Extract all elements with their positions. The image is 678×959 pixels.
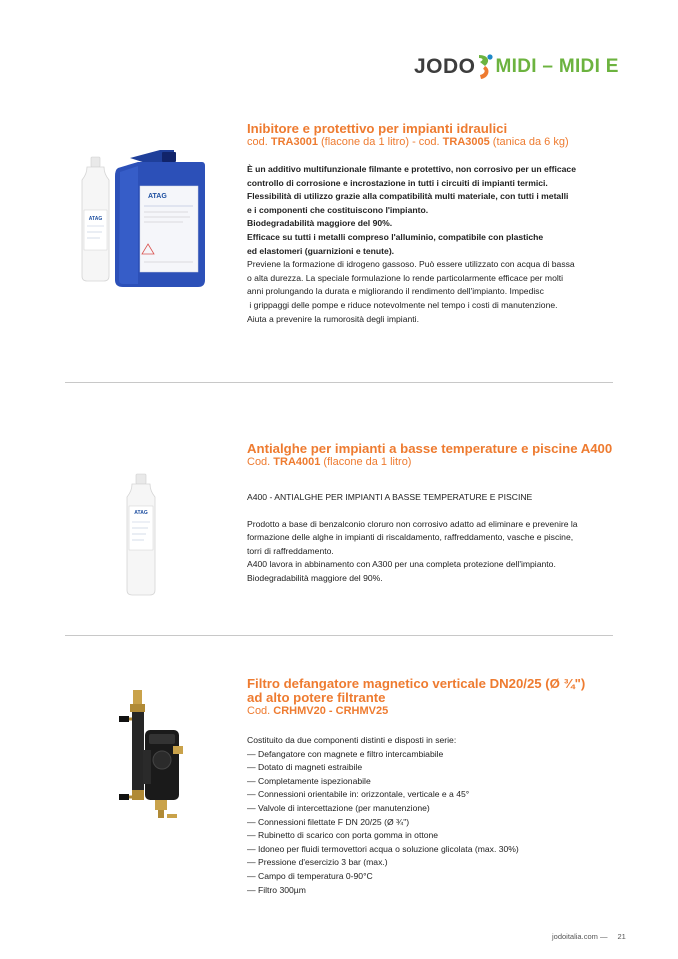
product-title-line-2: ad alto potere filtrante (247, 690, 386, 705)
code-prefix: cod. (247, 136, 271, 148)
product-subtitle: A400 - ANTIALGHE PER IMPIANTI A BASSE TEMPERATURE E PISCINE (247, 492, 533, 502)
product-title: Filtro defangatore magnetico verticale DN20/25 (Ø ¾") (247, 676, 586, 691)
list-item: — Valvole di intercettazione (per manutenzione) (247, 802, 430, 813)
footer-site: jodoitalia.com — (552, 932, 608, 941)
product-section-inhibitor (247, 122, 637, 326)
text-line: torri di raffreddamento. (247, 545, 334, 556)
filter-icon (119, 690, 183, 818)
product-section-algaecide (247, 442, 637, 586)
text-line: anni prolungando la durata e migliorando il rendimento dell'impianto. Impedisc (247, 286, 544, 297)
feature-list (247, 748, 637, 898)
section-divider (65, 635, 613, 636)
bold-line: controllo di corrosione e incrostazione in tutti i circuiti di impianti termici. (247, 177, 548, 188)
code-desc-2: (tanica da 6 kg) (489, 136, 569, 148)
bold-line: È un additivo multifunzionale filmante e protettivo, non corrosivo per un efficace (247, 164, 576, 174)
product-image-filter (115, 690, 205, 830)
list-item: — Completamente ispezionabile (247, 775, 371, 786)
logo-mark-icon (476, 52, 494, 82)
text-line: Prodotto a base di benzalconio cloruro non corrosivo adatto ad eliminare e prevenire la (247, 518, 578, 529)
product-description (247, 163, 637, 326)
list-item: — Pressione d'esercizio 3 bar (max.) (247, 857, 388, 868)
code-value: TRA3001 (270, 136, 318, 148)
product-image-algaecide (122, 472, 162, 602)
product-code (247, 136, 637, 149)
text-line: A400 lavora in abbinamento con A300 per una completa protezione dell'impianto. (247, 559, 556, 570)
code-prefix: Cod. (247, 456, 274, 468)
bold-line: ed elastomeri (guarnizioni e tenute). (247, 245, 395, 256)
bold-line: Flessibilità di utilizzo grazie alla compatibilità multi materiale, con tutti i metalli (247, 191, 569, 202)
jerrycan-icon (115, 150, 205, 287)
product-code (247, 456, 637, 469)
brand-logo (414, 52, 619, 82)
product-section-filter (247, 677, 637, 897)
logo-brand-text: JODO (414, 55, 476, 78)
logo-line-text: MIDI – MIDI E (495, 56, 619, 77)
list-item: — Rubinetto di scarico con porta gomma in ottone (247, 830, 439, 841)
page-number: 21 (617, 932, 626, 941)
product-image-inhibitor (78, 150, 228, 300)
jerrycan-label-text: ATAG (148, 193, 167, 200)
bold-line: Biodegradabilità maggiore del 90%. (247, 218, 393, 229)
bold-line: Efficace su tutti i metalli compreso l'alluminio, compatibile con plastiche (247, 231, 544, 242)
list-item: — Connessioni orientabile in: orizzontale, verticale e a 45° (247, 789, 470, 800)
product-title: Antialghe per impianti a basse temperature e piscine A400 (247, 441, 613, 456)
page-footer (552, 932, 626, 941)
bottle-label-text: ATAG (88, 216, 103, 222)
list-item: — Connessioni filettate F DN 20/25 (Ø ¾") (247, 816, 410, 827)
code-value-2: TRA3005 (442, 136, 490, 148)
text-line: Biodegradabilità maggiore del 90%. (247, 572, 383, 583)
code-prefix: Cod. (247, 705, 274, 717)
product-code (247, 705, 637, 718)
code-value: TRA4001 (273, 456, 321, 468)
code-desc: (flacone da 1 litro) (320, 456, 412, 468)
product-title: Inibitore e protettivo per impianti idraulici (247, 121, 508, 136)
text-line: Previene la formazione di idrogeno gassoso. Può essere utilizzato con acqua di bassa (247, 259, 575, 270)
section-divider (65, 382, 613, 383)
text-line: i grippaggi delle pompe e riduce notevolmente nel tempo i costi di manutenzione. (247, 299, 558, 310)
bold-line: e i componenti che costituiscono l'impianto. (247, 204, 429, 215)
text-line: formazione delle alghe in impianti di riscaldamento, raffreddamento, vasche e piscine, (247, 532, 574, 543)
product-description (247, 491, 637, 586)
features-intro: Costituito da due componenti distinti e disposti in serie: (247, 735, 457, 745)
list-item: — Filtro 300µm (247, 884, 306, 895)
list-item: — Idoneo per fluidi termovettori acqua o soluzione glicolata (max. 30%) (247, 843, 519, 854)
code-value: CRHMV20 - CRHMV25 (273, 705, 389, 717)
text-line: o alta durezza. La speciale formulazione lo rende particolarmente efficace per molti (247, 272, 564, 283)
list-item: — Campo di temperatura 0-90°C (247, 870, 373, 881)
list-item: — Defangatore con magnete e filtro intercambiabile (247, 748, 444, 759)
product-description (247, 734, 637, 897)
bottle-label-text: ATAG (134, 510, 148, 516)
code-desc: (flacone da 1 litro) - cod. (317, 136, 443, 148)
bottle-icon (82, 157, 109, 281)
list-item: — Dotato di magneti estraibile (247, 762, 363, 773)
text-line: Aiuta a prevenire la rumorosità degli impianti. (247, 313, 419, 324)
bottle-icon (127, 474, 155, 595)
